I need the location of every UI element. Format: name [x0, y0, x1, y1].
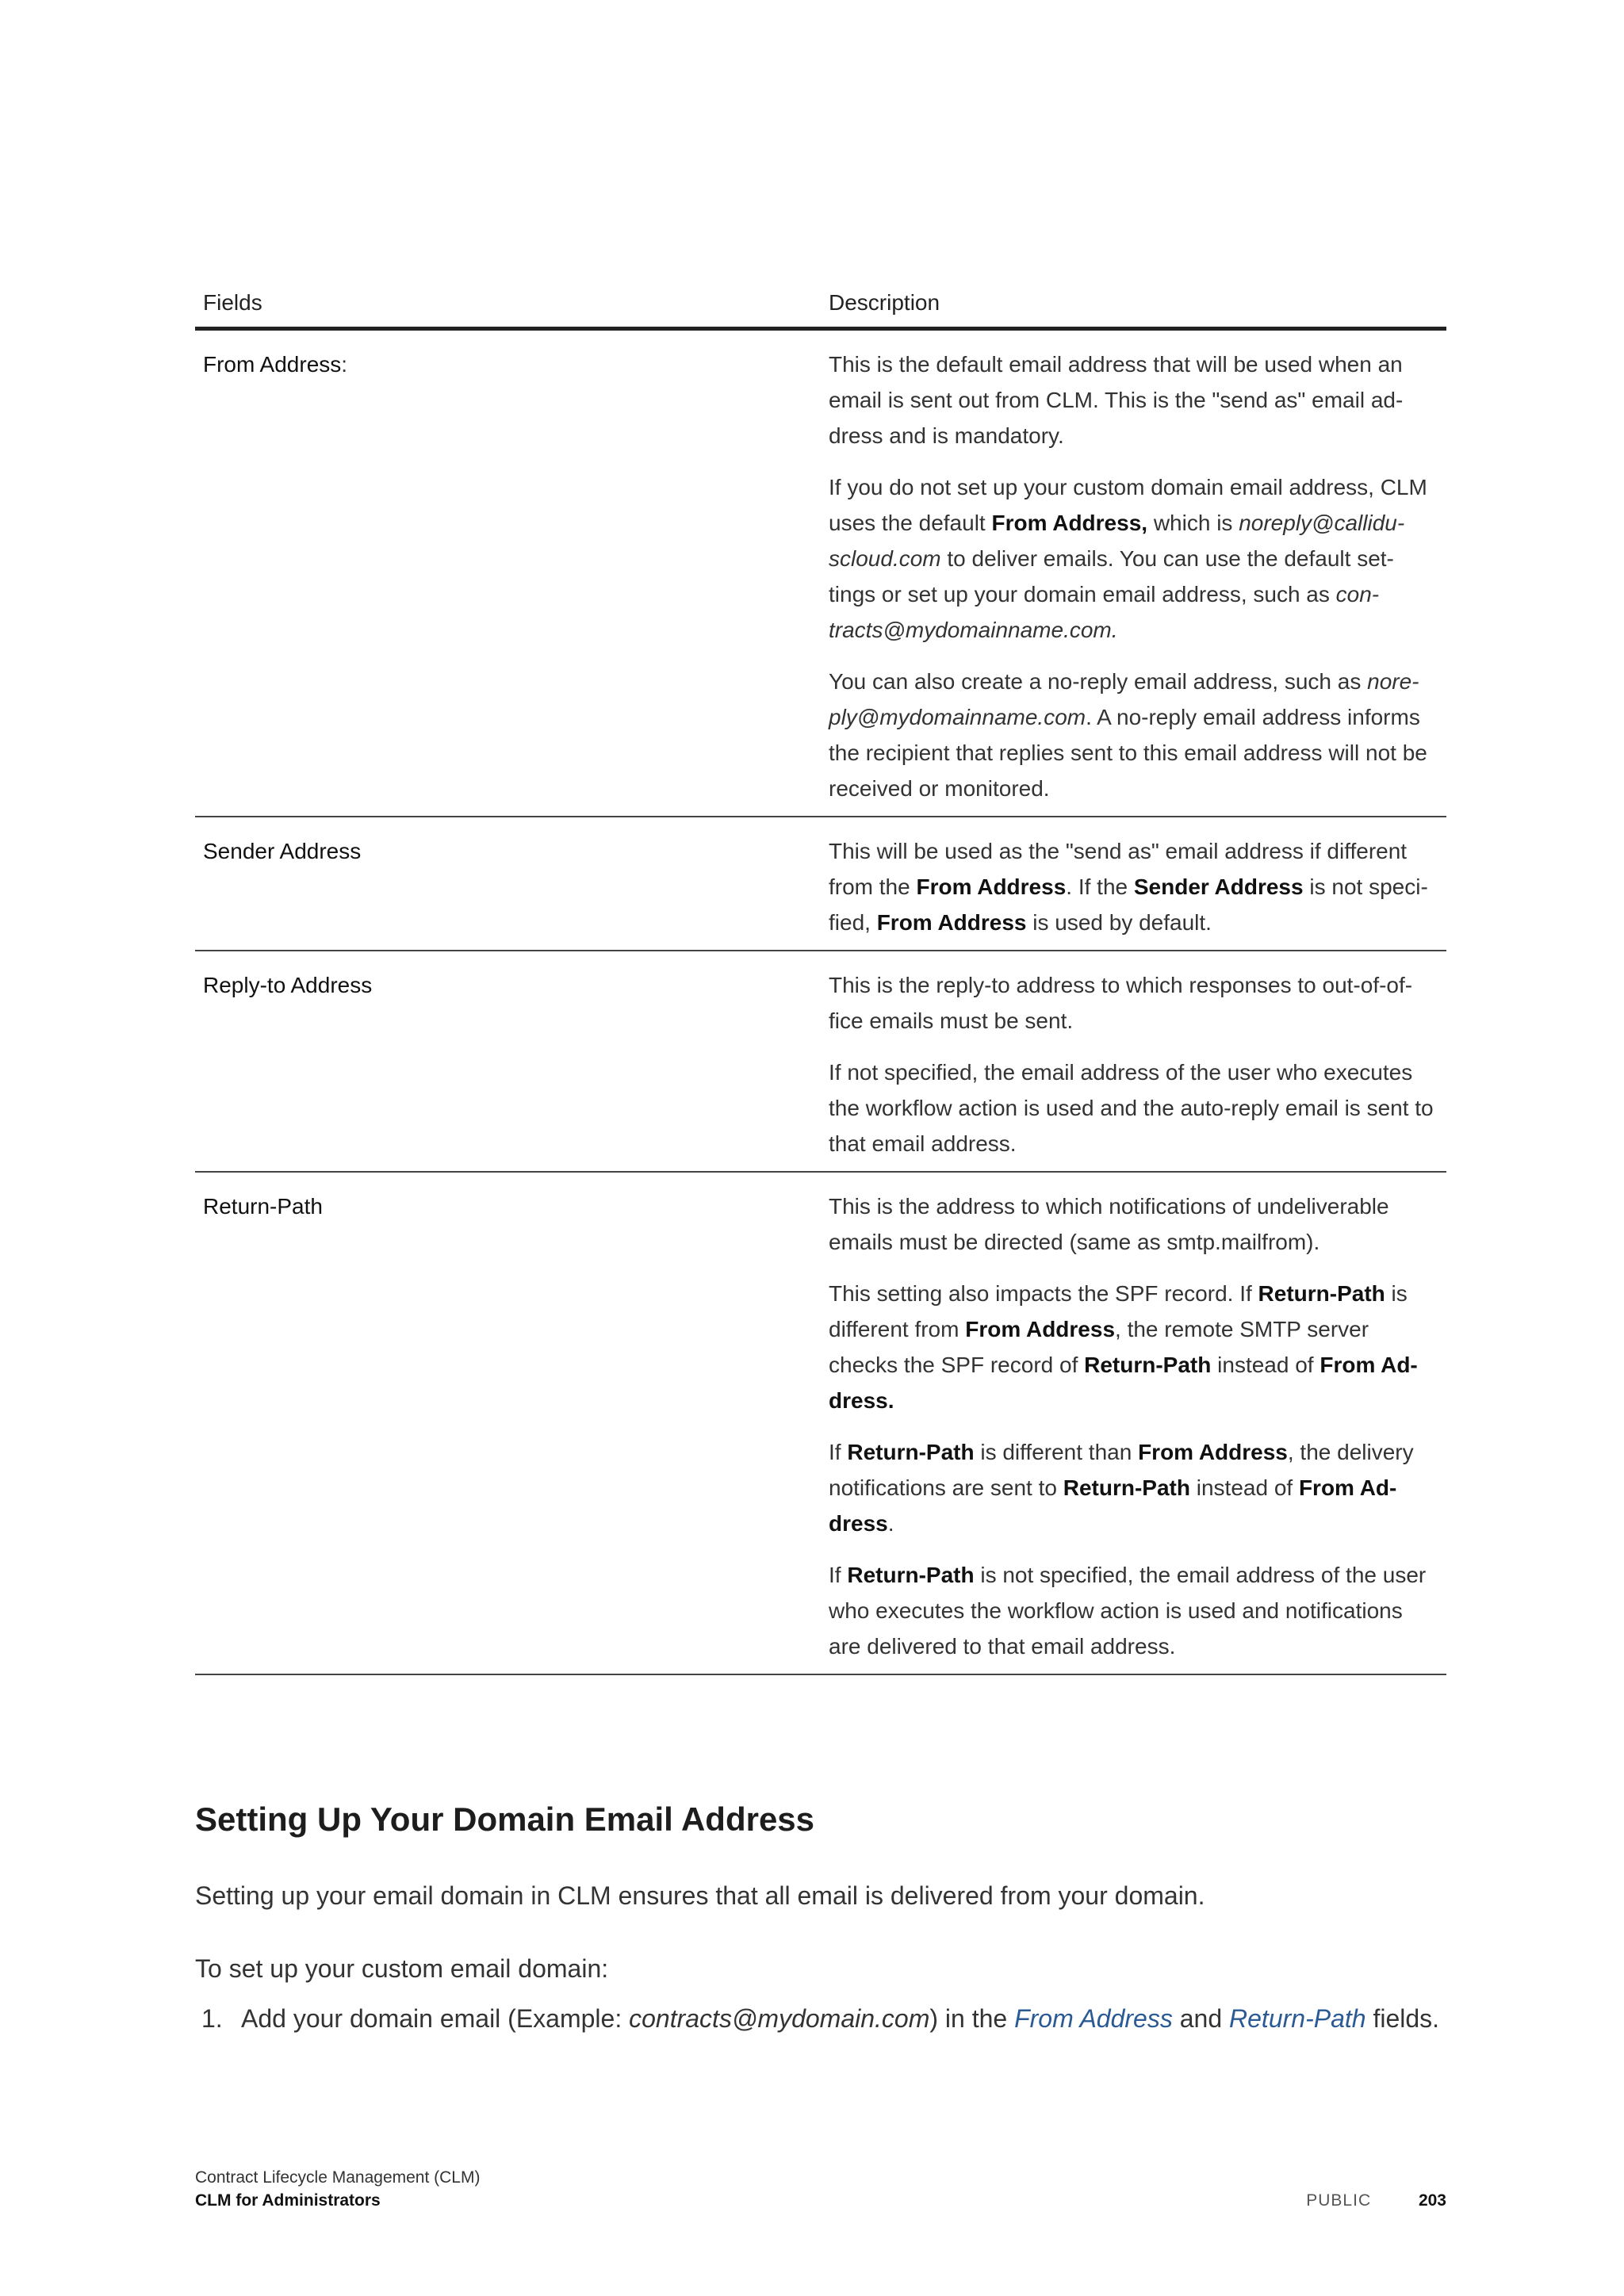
section-title: Setting Up Your Domain Email Address [195, 1800, 815, 1838]
field-name: Reply-to Address [203, 973, 373, 997]
text-run: is not specified, the email address of the user who executes the workflow action is used and notifications are delivered to that email address. [829, 1563, 1427, 1659]
text-run: You can also create a no-reply email address, such as [829, 669, 1368, 694]
text-run: If not specified, the email address of the user who executes the workflow action is used and the auto-reply email is sent to that email address. [829, 1060, 1434, 1156]
step-item [195, 2001, 1446, 2037]
text-run: This is the reply-to address to which responses to out-of-of-fice emails must be sent. [829, 973, 1413, 1033]
text-run: , the delivery notifications are sent to [829, 1440, 1414, 1500]
description-paragraph [829, 833, 1438, 940]
description-paragraph [829, 664, 1438, 806]
table-row [195, 951, 1446, 1172]
fields-table [195, 290, 1446, 1675]
description-paragraph [829, 469, 1438, 648]
header-description: Description [821, 290, 1446, 329]
bold-term: From Address [965, 1317, 1116, 1341]
text-run: If [829, 1440, 848, 1464]
field-name-cell [195, 1172, 821, 1674]
description-paragraph [829, 1434, 1438, 1541]
field-link[interactable]: From Address [1014, 2004, 1173, 2033]
text-run: instead of [1189, 1475, 1299, 1500]
text-run: If you do not set up your custom domain email address, CLM uses the default [829, 475, 1427, 535]
description-paragraph [829, 1054, 1438, 1161]
description-cell [821, 817, 1446, 951]
footer-product: Contract Lifecycle Management (CLM) [195, 2168, 481, 2187]
text-run: to deliver emails. You can use the default set-tings or set up your domain email address, such as [829, 546, 1394, 607]
page-number: 203 [1418, 2191, 1446, 2210]
italic-term: contracts@mydomain.com [629, 2004, 930, 2033]
description-paragraph [829, 967, 1438, 1039]
page-content [195, 290, 1446, 2037]
footer-classification: PUBLIC [1306, 2191, 1372, 2210]
text-run: This is the address to which notifications of undeliverable emails must be directed (same as smtp.mailfrom). [829, 1194, 1389, 1254]
text-run: is not speci-fied, [829, 874, 1428, 935]
footer-right [1306, 2189, 1446, 2212]
description-cell [821, 951, 1446, 1172]
bold-term: From Address, [991, 511, 1148, 535]
bold-term: From Address [1138, 1440, 1288, 1464]
description-paragraph [829, 1557, 1438, 1664]
bold-term: From Ad-dress. [829, 1353, 1418, 1413]
text-run: is used by default. [1026, 910, 1212, 935]
bold-term: Return-Path [847, 1563, 975, 1587]
step-number: 1. [201, 2004, 223, 2033]
text-run: instead of [1211, 1353, 1320, 1377]
text-run: This setting also impacts the SPF record. If [829, 1281, 1258, 1306]
field-name: Sender Address [203, 839, 362, 863]
text-run: , the remote SMTP server checks the SPF record of [829, 1317, 1369, 1377]
field-name-cell [195, 329, 821, 817]
text-run: Add your domain email (Example: [241, 2004, 630, 2033]
text-run: This will be used as the "send as" email address if different from the [829, 839, 1408, 899]
text-run: is different than [974, 1440, 1139, 1464]
italic-term: con-tracts@mydomainname.com. [829, 582, 1380, 642]
table-row [195, 1172, 1446, 1674]
text-run: This is the default email address that will be used when an email is sent out from CLM. This is the "send as" email ad-dress and is mandatory. [829, 352, 1404, 448]
text-run: . A no-reply email address informs the recipient that replies sent to this email address will not be received or monitored. [829, 705, 1427, 801]
description-paragraph [829, 346, 1438, 453]
table-row [195, 329, 1446, 817]
bold-term: From Address [916, 874, 1067, 899]
field-link[interactable]: Return-Path [1229, 2004, 1366, 2033]
italic-term: nore-ply@mydomainname.com [829, 669, 1419, 729]
text-run: If [829, 1563, 848, 1587]
text-run: . [887, 1511, 894, 1536]
header-fields: Fields [195, 290, 821, 329]
setup-intro: To set up your custom email domain: [195, 1954, 609, 1983]
italic-term: noreply@callidu-scloud.com [829, 511, 1405, 571]
description-paragraph [829, 1276, 1438, 1418]
description-paragraph [829, 1188, 1438, 1260]
bold-term: Return-Path [1258, 1281, 1385, 1306]
text-run: . If the [1066, 874, 1134, 899]
section-intro: Setting up your email domain in CLM ensures that all email is delivered from your domain. [195, 1881, 1205, 1910]
table-body [195, 329, 1446, 1675]
bold-term: From Address [876, 910, 1027, 935]
bold-term: Return-Path [1084, 1353, 1212, 1377]
text-run: which is [1147, 511, 1239, 535]
bold-term: Sender Address [1133, 874, 1304, 899]
footer-guide: CLM for Administrators [195, 2191, 381, 2210]
step-text [241, 2001, 1439, 2037]
field-name-suffix: : [341, 352, 348, 377]
text-run: fields. [1365, 2004, 1440, 2033]
steps-list [195, 2001, 1446, 2037]
text-run: and [1172, 2004, 1230, 2033]
bold-term: Return-Path [847, 1440, 975, 1464]
table-header-row [195, 290, 1446, 329]
text-run: is different from [829, 1281, 1408, 1341]
description-cell [821, 1172, 1446, 1674]
table-row [195, 817, 1446, 951]
text-run: ) in the [929, 2004, 1015, 2033]
field-name-cell [195, 951, 821, 1172]
field-name: Return-Path [203, 1194, 323, 1219]
field-name-cell [195, 817, 821, 951]
bold-term: Return-Path [1063, 1475, 1190, 1500]
field-name: From Address [203, 352, 342, 377]
bold-term: From Ad-dress [829, 1475, 1397, 1536]
footer-left [195, 2166, 480, 2212]
description-cell [821, 329, 1446, 817]
